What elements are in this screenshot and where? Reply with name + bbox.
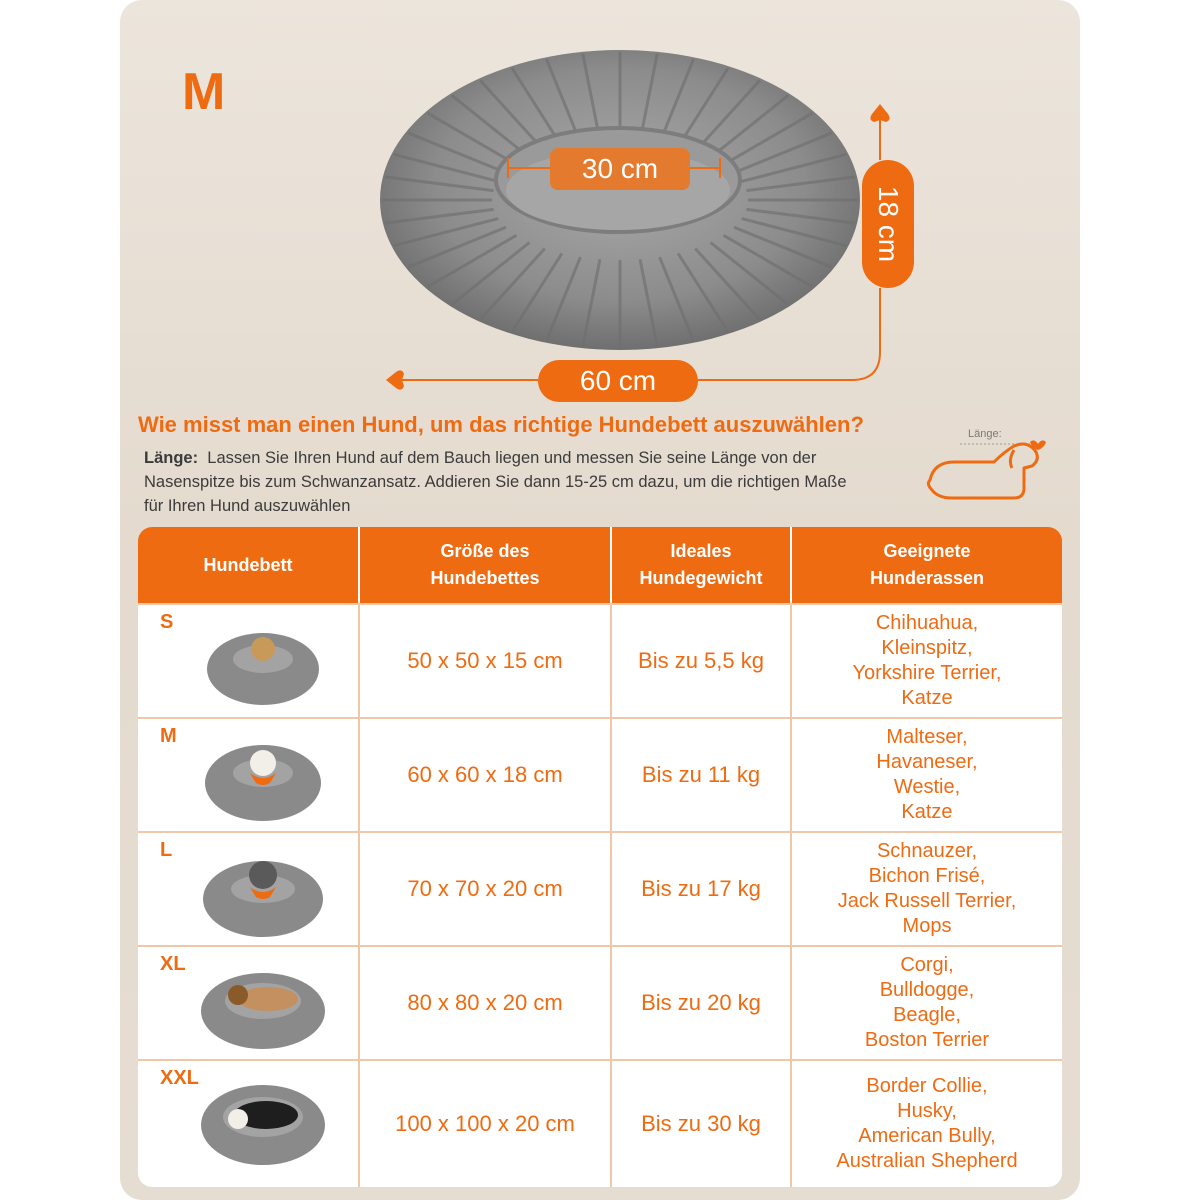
length-label: Länge: xyxy=(144,449,199,467)
row-weight: Bis zu 5,5 kg xyxy=(638,648,764,673)
table-row xyxy=(138,1059,1062,1187)
table-row xyxy=(138,831,1062,945)
row-size-letter: L xyxy=(160,839,173,861)
bed-thumbnail xyxy=(198,733,328,825)
hero-size-letter: M xyxy=(182,63,226,121)
outer-diameter-label: 60 cm xyxy=(538,360,698,402)
dog-icon-length-label: Länge: xyxy=(968,428,1002,440)
measure-question: Wie misst man einen Hund, um das richtige Hundebett auszuwählen? xyxy=(138,412,864,437)
header-weight: Ideales Hundegewicht xyxy=(639,541,763,588)
row-dimensions: 70 x 70 x 20 cm xyxy=(407,876,563,901)
inner-diameter-label: 30 cm xyxy=(550,148,690,190)
dimension-lines xyxy=(120,0,1080,420)
measure-text: Lassen Sie Ihren Hund auf dem Bauch liegen und messen Sie seine Länge von der Nasenspitze bis zum Schwanzansatz. Addieren Sie dann 15-25 cm dazu, um die richtigen Maße für Ihren Hund auszuwählen xyxy=(144,449,847,515)
row-breeds: Corgi, Bulldogge, Beagle, Boston Terrier xyxy=(864,954,990,1051)
table-row xyxy=(138,603,1062,717)
height-label: 18 cm xyxy=(862,160,914,288)
bed-thumbnail xyxy=(198,847,328,939)
product-card xyxy=(120,0,1080,1200)
row-breeds: Schnauzer, Bichon Frisé, Jack Russell Terrier, Mops xyxy=(837,840,1017,937)
table-header xyxy=(138,527,1062,603)
row-dimensions: 100 x 100 x 20 cm xyxy=(395,1111,575,1136)
row-size-letter: XL xyxy=(160,953,186,975)
header-size: Größe des Hundebettes xyxy=(430,541,540,588)
size-table xyxy=(138,527,1062,1187)
row-breeds: Malteser, Havaneser, Westie, Katze xyxy=(876,726,978,823)
row-breeds: Chihuahua, Kleinspitz, Yorkshire Terrier, Katze xyxy=(852,612,1002,709)
row-weight: Bis zu 30 kg xyxy=(641,1111,761,1136)
bed-thumbnail xyxy=(198,961,328,1053)
table-row xyxy=(138,945,1062,1059)
header-bed: Hundebett xyxy=(203,554,293,575)
row-size-letter: S xyxy=(160,611,174,633)
measure-instruction xyxy=(144,446,864,518)
row-size-letter: M xyxy=(160,725,177,747)
bed-thumbnail xyxy=(198,619,328,711)
row-breeds: Border Collie, Husky, American Bully, Australian Shepherd xyxy=(836,1075,1018,1172)
bed-thumbnail xyxy=(198,1075,328,1167)
row-dimensions: 60 x 60 x 18 cm xyxy=(407,762,563,787)
table-row xyxy=(138,717,1062,831)
row-dimensions: 80 x 80 x 20 cm xyxy=(407,990,563,1015)
header-breeds: Geeignete Hunderassen xyxy=(869,541,985,588)
row-dimensions: 50 x 50 x 15 cm xyxy=(407,648,563,673)
row-size-letter: XXL xyxy=(160,1067,199,1089)
row-weight: Bis zu 17 kg xyxy=(641,876,761,901)
row-weight: Bis zu 20 kg xyxy=(641,990,761,1015)
row-weight: Bis zu 11 kg xyxy=(641,762,761,787)
